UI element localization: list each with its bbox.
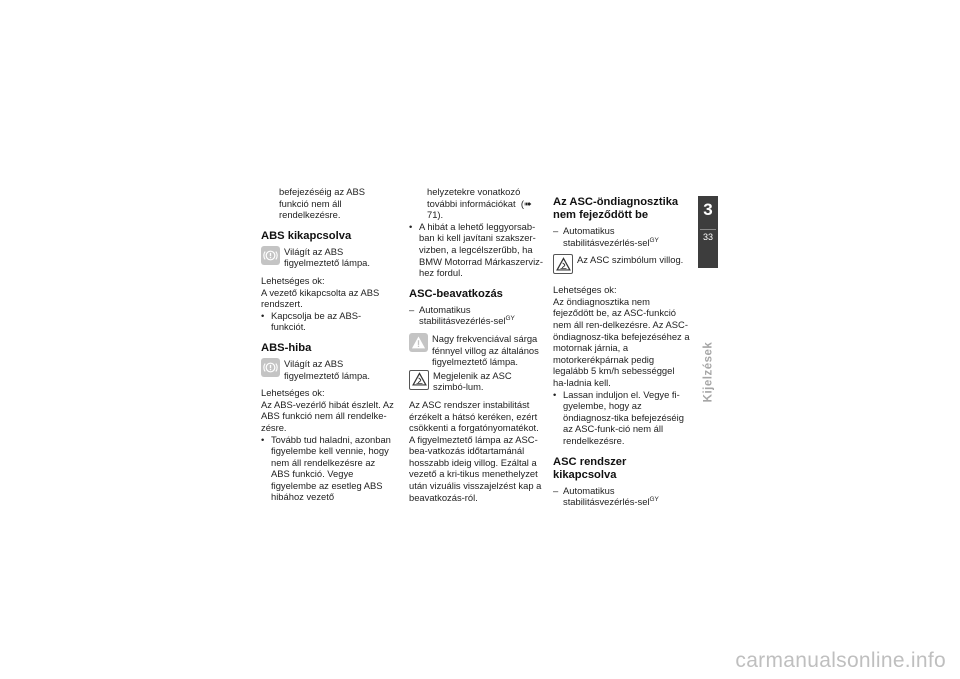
watermark: carmanualsonline.info <box>735 649 946 672</box>
bullet-item: • Lassan induljon el. Vegye fi-gyelembe, hogy az öndiagnosz-tika befejezéséig az ASC-funk-ció nem áll rendelkezésre. <box>553 389 690 447</box>
cause-text: Az ABS-vezérlő hibát észlelt. Az ABS funkció nem áll rendelke-zésre. <box>261 398 394 433</box>
cause-label: Lehetséges ok: <box>261 387 325 399</box>
warning-triangle-icon <box>409 333 428 352</box>
heading-asc-diagnosis: Az ASC-öndiagnosztika nem fejeződött be <box>553 196 679 221</box>
asc-symbol-icon <box>553 254 573 274</box>
continued-text-body: helyzetekre vonatkozó további információkat <box>427 186 521 209</box>
section-label-text: Kijelzések <box>702 341 714 403</box>
bullet-item: • A hibát a lehető leggyorsab-ban ki kell javítani szakszer-vizben, a legcélszerűbb, ha BMW Motorrad Márkaszerviz-hez fordul. <box>409 221 546 279</box>
dash-text: Automatikus stabilitásvezérlés-sel <box>419 303 506 327</box>
cause-label: Lehetséges ok: <box>553 284 617 296</box>
heading-asc-off: ASC rendszer kikapcsolva <box>553 455 627 481</box>
tab-divider <box>700 229 716 230</box>
dash-item <box>553 225 690 248</box>
warning-lamp-row <box>409 333 546 368</box>
asc-symbol-row <box>409 370 546 393</box>
dash-text: Automatikus stabilitásvezérlés-sel <box>563 484 650 508</box>
chapter-tab <box>698 196 718 268</box>
heading-asc-intervention: ASC-beavatkozás <box>409 287 503 300</box>
abs-lamp-icon <box>261 358 280 377</box>
chapter-number: 3 <box>703 200 713 219</box>
cause-text: Az öndiagnosztika nem fejeződött be, az ASC-funkció nem áll ren-delkezésre. Az ASC-öndiagnosz-tika befejezéséhez a motornak járnia, a motorkerékpárnak pedig legalább 5 km/h sebességgel ha-ladnia kell. <box>553 295 690 388</box>
abs-lamp-icon <box>261 246 280 265</box>
abs-lamp-row <box>261 246 396 269</box>
heading-abs-off: ABS kikapcsolva <box>261 229 352 242</box>
intro-text: befejezéséig az ABS funkció nem áll rendelkezésre. <box>279 186 365 221</box>
dash-text: Automatikus stabilitásvezérlés-sel <box>563 225 650 248</box>
asc-symbol-text: Megjelenik az ASC szimbó-lum. <box>433 369 512 393</box>
cause-label: Lehetséges ok: <box>261 274 325 286</box>
dash-superscript: GY <box>505 315 515 323</box>
dash-superscript: GY <box>649 496 659 504</box>
dash-item <box>553 485 690 508</box>
column-2 <box>409 186 546 503</box>
dash-superscript: GY <box>649 236 659 244</box>
body-text: Az ASC rendszer instabilitást érzékelt a hátsó keréken, ezért csökkenti a forgatónyomatékot. A figyelmeztető lámpa az ASC-bea-vatkozás időtartamánál hosszabb ideig villog. Ezáltal a vezető a kri-tikus menethelyzet után vizuális visszajelzést kap a beavatkozás-ról. <box>409 398 542 503</box>
abs-lamp-row <box>261 358 396 381</box>
asc-symbol-row <box>553 254 690 274</box>
bullet-item: • Tovább tud haladni, azonban figyelembe kell vennie, hogy nem áll rendelkezésre az ABS funkció. Vegye figyelembe az esetleg ABS hibához vezető <box>261 434 396 504</box>
page-reference: (➠ 71). <box>427 197 532 221</box>
abs-lamp-text: Világít az ABS figyelmeztető lámpa. <box>284 245 370 269</box>
asc-symbol-icon <box>409 370 429 390</box>
asc-symbol-text: Az ASC szimbólum villog. <box>577 254 684 266</box>
page-number: 33 <box>702 232 713 242</box>
heading-abs-fault: ABS-hiba <box>261 341 312 354</box>
bullet-item: • Kapcsolja be az ABS-funkciót. <box>261 310 396 333</box>
abs-lamp-text: Világít az ABS figyelmeztető lámpa. <box>284 357 370 381</box>
dash-item <box>409 304 546 327</box>
section-label <box>696 332 720 412</box>
column-3 <box>553 186 690 508</box>
warning-lamp-text: Nagy frekvenciával sárga fénnyel villog az általános figyelmeztető lámpa. <box>432 332 539 368</box>
cause-text: A vezető kikapcsolta az ABS rendszert. <box>261 286 380 310</box>
column-1 <box>261 186 396 503</box>
continued-text <box>409 186 546 221</box>
